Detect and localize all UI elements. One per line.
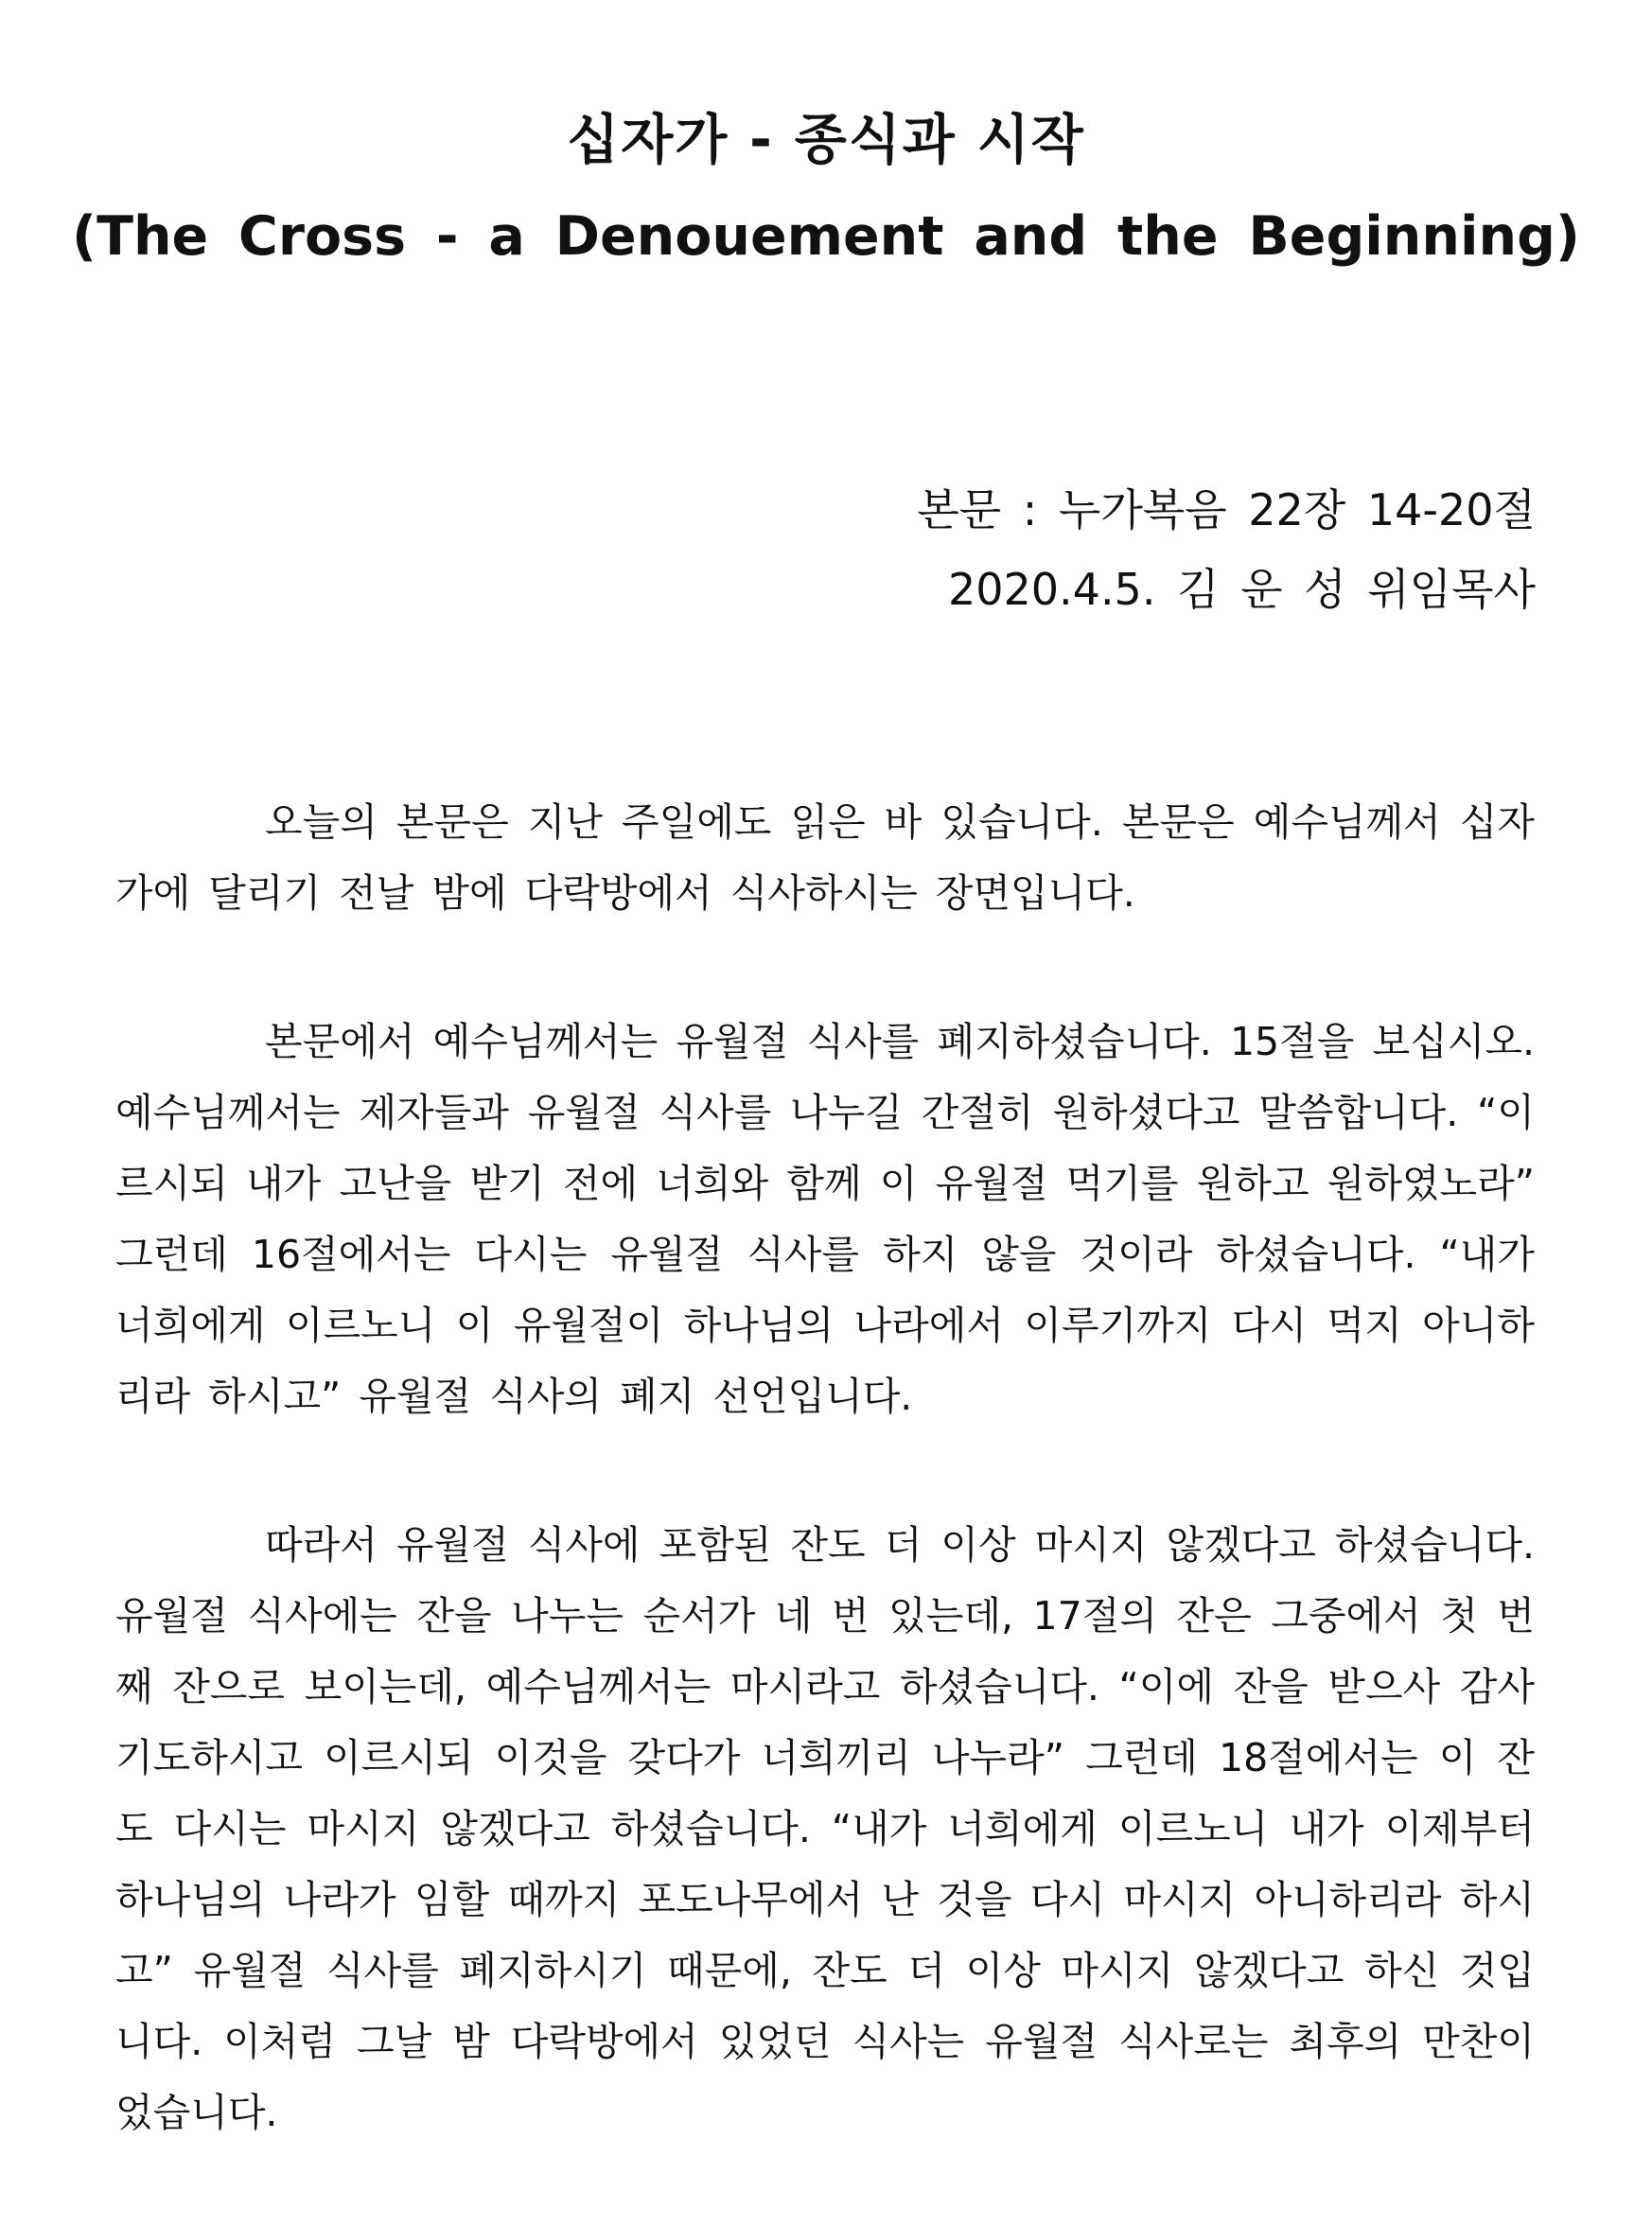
title-korean: 십자가 - 종식과 시작 (567, 109, 1085, 171)
scripture-reference: 본문 : 누가복음 22장 14-20절 (917, 484, 1536, 535)
paragraph-1: 오늘의 본문은 지난 주일에도 읽은 바 있습니다. 본문은 예수님께서 십자가에 달리기 전날 밤에 다락방에서 식사하시는 장면입니다. (115, 799, 1535, 916)
date-and-author: 2020.4.5. 김 운 성 위임목사 (947, 564, 1536, 615)
sermon-body (115, 787, 1535, 2226)
paragraph-3: 따라서 유월절 식사에 포함된 잔도 더 이상 마시지 않겠다고 하셨습니다. 유월절 식사에는 잔을 나누는 순서가 네 번 있는데, 17절의 잔은 그중에서 첫 번째 잔으로 보이는데, 예수님께서는 마시라고 하셨습니다. “이에 잔을 받으사 감사 기도하시고 이르시되 이것을 갖다가 너희끼리 나누라” 그런데 18절에서는 이 잔도 다시는 마시지 않겠다고 하셨습니다. “내가 너희에게 이르노니 내가 이제부터 하나님의 나라가 임할 때까지 포도나무에서 난 것을 다시 마시지 아니하리라 하시고” 유월절 식사를 폐지하시기 때문에, 잔도 더 이상 마시지 않겠다고 하신 것입니다. 이처럼 그날 밤 다락방에서 있었던 식사는 유월절 식사로는 최후의 만찬이었습니다. (115, 1522, 1535, 2135)
paragraph-2: 본문에서 예수님께서는 유월절 식사를 폐지하셨습니다. 15절을 보십시오. 예수님께서는 제자들과 유월절 식사를 나누길 간절히 원하셨다고 말씀합니다. “이르시되 내가 고난을 받기 전에 너희와 함께 이 유월절 먹기를 원하고 원하였노라” 그런데 16절에서는 다시는 유월절 식사를 하지 않을 것이라 하셨습니다. “내가 너희에게 이르노니 이 유월절이 하나님의 나라에서 이루기까지 다시 먹지 아니하리라 하시고” 유월절 식사의 폐지 선언입니다. (115, 1019, 1535, 1419)
title-english: (The Cross - a Denouement and the Beginning) (72, 205, 1580, 268)
